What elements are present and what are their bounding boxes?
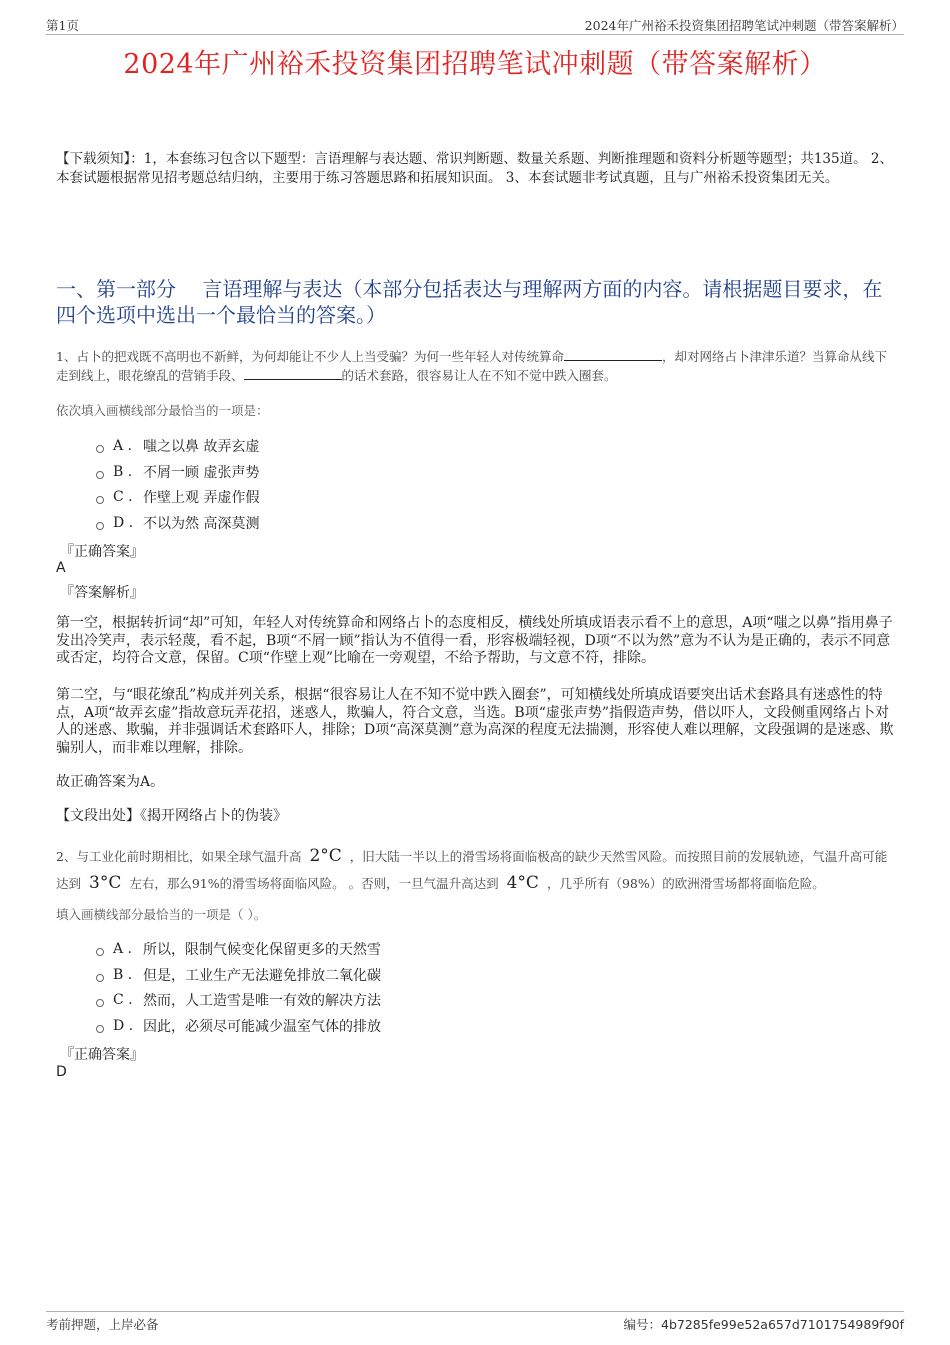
page-header (46, 14, 904, 35)
correct-answer: D (56, 1064, 67, 1080)
option-d[interactable] (96, 1013, 381, 1039)
document-code (624, 1315, 905, 1333)
question-1-text (56, 347, 894, 385)
document-title: 2024年广州裕禾投资集团招聘笔试冲刺题（带答案解析） (123, 49, 827, 80)
option-a[interactable] (96, 936, 381, 962)
q1-text-part: ，却对网络占卜津津乐道？当算命从线下走到线上，眼花缭乱的营销手段、 (56, 349, 887, 383)
page-number: 第1页 (46, 18, 79, 33)
option-letter: A . (113, 437, 133, 454)
option-letter: C . (113, 489, 133, 506)
option-b[interactable] (96, 459, 259, 485)
text-source: 【文段出处】《揭开网络占卜的伪装》 (56, 808, 287, 824)
option-b[interactable] (96, 962, 381, 988)
page-footer (46, 1311, 904, 1334)
q1-text-part: 1、占卜的把戏既不高明也不新鲜，为何却能让不少人上当受骗？为何一些年轻人对传统算命 (56, 349, 564, 364)
question-2-prompt: 填入画横线部分最恰当的一项是（ ）。 (56, 907, 267, 922)
analysis-conclusion: 故正确答案为A。 (56, 774, 165, 790)
question-1-prompt: 依次填入画横线部分最恰当的一项是： (56, 403, 269, 418)
correct-answer-label: 『正确答案』 (60, 1047, 144, 1063)
fill-blank (244, 367, 342, 380)
option-letter: D . (113, 514, 134, 531)
analysis-label: 『答案解析』 (60, 585, 144, 601)
radio-icon[interactable] (96, 496, 104, 504)
option-text: 但是，工业生产无法避免排放二氧化碳 (143, 967, 381, 984)
radio-icon[interactable] (96, 1025, 104, 1033)
option-letter: C . (113, 992, 133, 1009)
fill-blank (564, 348, 662, 361)
option-letter: D . (113, 1017, 134, 1034)
option-c[interactable] (96, 987, 381, 1013)
option-letter: A . (113, 940, 133, 957)
option-text: 所以，限制气候变化保留更多的天然雪 (143, 941, 381, 958)
radio-icon[interactable] (96, 445, 104, 453)
radio-icon[interactable] (96, 974, 104, 982)
q2-text-part: 2、与工业化前时期相比，如果全球气温升高 (56, 849, 302, 864)
header-doc-title: 2024年广州裕禾投资集团招聘笔试冲刺题（带答案解析） (584, 18, 904, 33)
q2-text-part: ，几乎所有（98%）的欧洲滑雪场都将面临危险。 (546, 876, 825, 891)
analysis-paragraph: 第二空，与“眼花缭乱”构成并列关系，根据“很容易让人在不知不觉中跌入圈套”，可知横线处所填成语要突出话术套路具有迷惑性的特点，A项“故弄玄虚”指故意玩弄花招，迷惑人，欺骗人，符合文意，当选。B项“虚张声势”指假造声势，借以吓人，文段侧重网络占卜对人的迷惑、欺骗，并非强调话术套路吓人，排除；D项“高深莫测”意为高深的程度无法揣测，形容使人难以理解，文段强调的是迷惑、欺骗别人，而非难以理解，排除。 (56, 687, 894, 756)
radio-icon[interactable] (96, 948, 104, 956)
footer-slogan: 考前押题，上岸必备 (46, 1317, 159, 1332)
code-label: 编号： (623, 1317, 662, 1332)
temperature-value: 4°C (506, 873, 539, 893)
radio-icon[interactable] (96, 522, 104, 530)
temperature-value: 3°C (89, 873, 122, 893)
option-letter: B . (113, 463, 133, 480)
section-heading: 一、第一部分 言语理解与表达（本部分包括表达与理解两方面的内容。请根据题目要求，在四个选项中选出一个最恰当的答案。） (56, 277, 883, 327)
option-letter: B . (113, 966, 133, 983)
code-value: 4b7285fe99e52a657d7101754989f90f (661, 1317, 904, 1332)
option-text: 作壁上观 弄虚作假 (143, 490, 260, 507)
option-text: 不屑一顾 虚张声势 (143, 464, 260, 481)
option-a[interactable] (96, 433, 259, 459)
radio-icon[interactable] (96, 999, 104, 1007)
correct-answer-label: 『正确答案』 (60, 544, 144, 560)
q2-text-part: 左右，那么91%的滑雪场将面临风险。 。否则，一旦气温升高达到 (129, 876, 499, 891)
temperature-value: 2°C (309, 846, 342, 866)
q1-text-part: 的话术套路，很容易让人在不知不觉中跌入圈套。 (341, 368, 617, 383)
question-1-options (96, 433, 259, 536)
q2-text-part: ，旧大陆一半以上的滑雪场将面临极高的缺少天然雪风险。而按照目前的发展轨迹，气温升高可能达到 (56, 849, 888, 891)
option-text: 然而，人工造雪是唯一有效的解决方法 (143, 993, 381, 1010)
question-2-options (96, 936, 381, 1039)
option-c[interactable] (96, 484, 259, 510)
radio-icon[interactable] (96, 471, 104, 479)
question-2-text (56, 843, 894, 897)
option-text: 嗤之以鼻 故弄玄虚 (143, 438, 260, 455)
download-notice: 【下载须知】：1，本套练习包含以下题型：言语理解与表达题、常识判断题、数量关系题、判断推理题和资料分析题等题型；共135道。 2、本套试题根据常见招考题总结归纳，主要用于练习答题思路和拓展知识面。 3、本套试题非考试真题，且与广州裕禾投资集团无关。 (56, 151, 893, 186)
option-text: 因此，必须尽可能减少温室气体的排放 (143, 1018, 381, 1035)
correct-answer: A (56, 560, 66, 576)
analysis-paragraph: 第一空，根据转折词“却”可知，年轻人对传统算命和网络占卜的态度相反，横线处所填成语表示看不上的意思，A项“嗤之以鼻”指用鼻子发出冷笑声，表示轻蔑，看不起，B项“不屑一顾”指认为不值得一看，形容极端轻视，D项“不以为然”意为不认为是正确的，表示不同意或否定，均符合文意，保留。C项“作壁上观”比喻在一旁观望，不给予帮助，与文意不符，排除。 (56, 615, 893, 666)
option-d[interactable] (96, 510, 259, 536)
option-text: 不以为然 高深莫测 (143, 515, 260, 532)
